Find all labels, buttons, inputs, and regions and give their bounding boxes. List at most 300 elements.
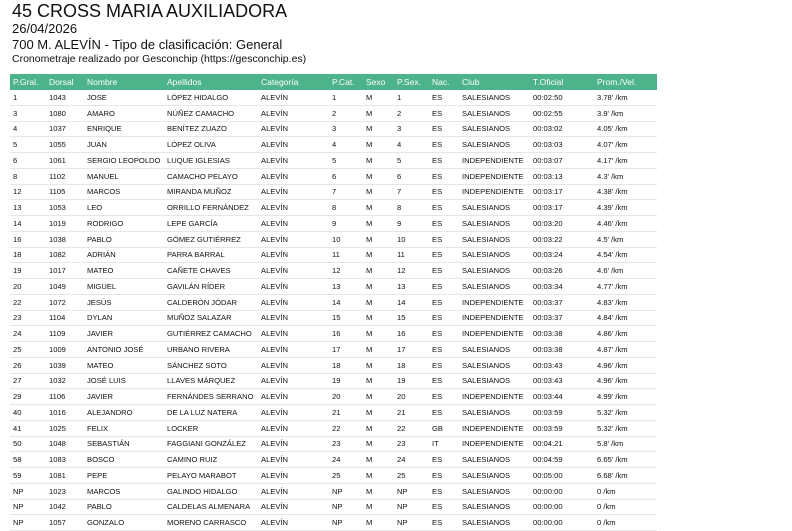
col-surnames-cell: CAÑETE CHAVES: [164, 263, 258, 279]
col-name-cell: ADRIÁN: [84, 247, 164, 263]
col-club-cell: SALESIANOS: [459, 137, 530, 153]
col-pos-general-cell: 20: [10, 279, 46, 295]
col-surnames-cell: CAMINO RUIZ: [164, 452, 258, 468]
col-pace-cell: 4.84' /km: [594, 310, 657, 326]
col-pace-cell: 4.39' /km: [594, 200, 657, 216]
col-pace-cell: 4.38' /km: [594, 184, 657, 200]
col-bib-cell: 1102: [46, 168, 84, 184]
col-pos-sex-cell: 17: [394, 342, 429, 358]
col-name-cell: MIGUEL: [84, 279, 164, 295]
col-nationality-cell: IT: [429, 436, 459, 452]
col-surnames-cell: GUTIÉRREZ CAMACHO: [164, 326, 258, 342]
col-nationality-cell: ES: [429, 231, 459, 247]
col-sex-cell: M: [363, 153, 394, 169]
col-pos-sex-cell: 7: [394, 184, 429, 200]
col-surnames-cell: GALINDO HIDALGO: [164, 483, 258, 499]
col-pos-general-cell: 59: [10, 468, 46, 484]
col-official-time-cell: 00:04:59: [530, 452, 594, 468]
col-surnames-cell: MUÑOZ SALAZAR: [164, 310, 258, 326]
col-pace-cell: 3.9' /km: [594, 105, 657, 121]
col-name-cell: BOSCO: [84, 452, 164, 468]
table-row: [10, 483, 657, 499]
col-nationality-cell: ES: [429, 310, 459, 326]
table-row: [10, 373, 657, 389]
col-surnames-cell: DE LA LUZ NATERA: [164, 405, 258, 421]
col-club-cell: SALESIANOS: [459, 231, 530, 247]
col-pace-cell: 4.05' /km: [594, 121, 657, 137]
col-club-cell: SALESIANOS: [459, 452, 530, 468]
col-bib-cell: 1042: [46, 499, 84, 515]
col-category-header: Categoría: [258, 74, 329, 90]
col-pos-sex-cell: 18: [394, 357, 429, 373]
col-official-time-cell: 00:02:55: [530, 105, 594, 121]
col-pos-sex-cell: 21: [394, 405, 429, 421]
col-surnames-cell: CALDELAS ALMENARA: [164, 499, 258, 515]
col-bib-cell: 1055: [46, 137, 84, 153]
col-pos-category-cell: 13: [329, 279, 363, 295]
col-pos-general-cell: 8: [10, 168, 46, 184]
col-pos-sex-cell: NP: [394, 515, 429, 531]
col-pos-general-cell: 6: [10, 153, 46, 169]
col-category-cell: ALEVÍN: [258, 200, 329, 216]
col-official-time-cell: 00:03:22: [530, 231, 594, 247]
table-row: [10, 326, 657, 342]
col-sex-cell: M: [363, 468, 394, 484]
col-name-cell: PABLO: [84, 231, 164, 247]
col-bib-cell: 1023: [46, 483, 84, 499]
col-sex-cell: M: [363, 499, 394, 515]
col-nationality-cell: ES: [429, 499, 459, 515]
col-official-time-cell: 00:03:03: [530, 137, 594, 153]
table-row: [10, 389, 657, 405]
col-name-cell: DYLAN: [84, 310, 164, 326]
col-bib-cell: 1043: [46, 90, 84, 105]
col-pos-sex-cell: 19: [394, 373, 429, 389]
col-pace-cell: 4.46' /km: [594, 216, 657, 232]
col-category-cell: ALEVÍN: [258, 436, 329, 452]
col-pos-category-cell: 2: [329, 105, 363, 121]
col-pos-general-cell: 16: [10, 231, 46, 247]
col-official-time-cell: 00:03:37: [530, 294, 594, 310]
col-official-time-cell: 00:03:38: [530, 326, 594, 342]
col-sex-cell: M: [363, 452, 394, 468]
col-name-cell: ANTONIO JOSÉ: [84, 342, 164, 358]
col-nationality-cell: ES: [429, 515, 459, 531]
col-pos-general-cell: 25: [10, 342, 46, 358]
col-name-cell: MANUEL: [84, 168, 164, 184]
col-pace-cell: 4.87' /km: [594, 342, 657, 358]
col-sex-cell: M: [363, 483, 394, 499]
col-category-cell: ALEVÍN: [258, 420, 329, 436]
col-pace-cell: 4.96' /km: [594, 373, 657, 389]
col-nationality-cell: ES: [429, 294, 459, 310]
col-pos-category-cell: 9: [329, 216, 363, 232]
table-row: [10, 200, 657, 216]
col-club-cell: INDEPENDIENTE: [459, 326, 530, 342]
col-surnames-cell: CAMACHO PELAYO: [164, 168, 258, 184]
col-nationality-cell: ES: [429, 405, 459, 421]
col-pace-cell: 5.8' /km: [594, 436, 657, 452]
col-name-header: Nombre: [84, 74, 164, 90]
col-club-cell: SALESIANOS: [459, 247, 530, 263]
col-club-cell: SALESIANOS: [459, 342, 530, 358]
col-pos-general-cell: 5: [10, 137, 46, 153]
col-category-cell: ALEVÍN: [258, 515, 329, 531]
col-nationality-cell: ES: [429, 247, 459, 263]
col-name-cell: PEPE: [84, 468, 164, 484]
col-bib-cell: 1039: [46, 357, 84, 373]
col-name-cell: JESÚS: [84, 294, 164, 310]
col-official-time-cell: 00:03:24: [530, 247, 594, 263]
col-category-cell: ALEVÍN: [258, 405, 329, 421]
timing-credit: Cronometraje realizado por Gesconchip (https://gesconchip.es): [12, 53, 307, 65]
col-pos-category-cell: 1: [329, 90, 363, 105]
col-club-cell: INDEPENDIENTE: [459, 294, 530, 310]
col-club-cell: SALESIANOS: [459, 200, 530, 216]
col-bib-cell: 1038: [46, 231, 84, 247]
col-pos-category-cell: 18: [329, 357, 363, 373]
col-surnames-cell: FAGGIANI GONZÁLEZ: [164, 436, 258, 452]
col-category-cell: ALEVÍN: [258, 105, 329, 121]
col-bib-cell: 1082: [46, 247, 84, 263]
col-pos-general-cell: 27: [10, 373, 46, 389]
col-pos-sex-cell: 9: [394, 216, 429, 232]
col-nationality-cell: ES: [429, 468, 459, 484]
col-nationality-cell: ES: [429, 483, 459, 499]
col-category-cell: ALEVÍN: [258, 310, 329, 326]
col-nationality-cell: ES: [429, 452, 459, 468]
table-row: [10, 499, 657, 515]
col-pos-sex-cell: 12: [394, 263, 429, 279]
col-sex-cell: M: [363, 294, 394, 310]
col-bib-cell: 1080: [46, 105, 84, 121]
col-category-cell: ALEVÍN: [258, 247, 329, 263]
col-pos-general-cell: 1: [10, 90, 46, 105]
col-pos-sex-cell: 6: [394, 168, 429, 184]
col-category-cell: ALEVÍN: [258, 357, 329, 373]
table-row: [10, 279, 657, 295]
col-pos-sex-cell: 5: [394, 153, 429, 169]
col-pace-cell: 5.32' /km: [594, 420, 657, 436]
col-club-cell: SALESIANOS: [459, 515, 530, 531]
col-pos-general-cell: 58: [10, 452, 46, 468]
col-pace-cell: 4.83' /km: [594, 294, 657, 310]
col-surnames-cell: MORENO CARRASCO: [164, 515, 258, 531]
col-club-cell: SALESIANOS: [459, 263, 530, 279]
col-pos-sex-cell: 3: [394, 121, 429, 137]
col-pos-general-cell: 50: [10, 436, 46, 452]
col-sex-cell: M: [363, 342, 394, 358]
col-sex-cell: M: [363, 121, 394, 137]
col-pace-header: Prom./Vel.: [594, 74, 657, 90]
col-pos-general-cell: 19: [10, 263, 46, 279]
col-club-cell: SALESIANOS: [459, 357, 530, 373]
col-category-cell: ALEVÍN: [258, 263, 329, 279]
col-name-cell: RODRIGO: [84, 216, 164, 232]
col-nationality-cell: ES: [429, 373, 459, 389]
col-bib-cell: 1016: [46, 405, 84, 421]
table-row: [10, 121, 657, 137]
col-sex-cell: M: [363, 373, 394, 389]
table-row: [10, 231, 657, 247]
col-official-time-cell: 00:03:34: [530, 279, 594, 295]
col-nationality-cell: ES: [429, 342, 459, 358]
col-category-cell: ALEVÍN: [258, 168, 329, 184]
col-pos-sex-cell: 23: [394, 436, 429, 452]
col-pos-general-cell: NP: [10, 515, 46, 531]
col-official-time-cell: 00:03:44: [530, 389, 594, 405]
col-sex-cell: M: [363, 326, 394, 342]
col-category-cell: ALEVÍN: [258, 468, 329, 484]
col-pos-category-cell: 8: [329, 200, 363, 216]
col-official-time-cell: 00:03:13: [530, 168, 594, 184]
col-nationality-cell: ES: [429, 263, 459, 279]
col-bib-cell: 1025: [46, 420, 84, 436]
table-row: [10, 405, 657, 421]
table-header-row: [10, 74, 657, 90]
col-pace-cell: 4.99' /km: [594, 389, 657, 405]
col-bib-cell: 1081: [46, 468, 84, 484]
col-bib-cell: 1049: [46, 279, 84, 295]
col-official-time-cell: 00:03:59: [530, 405, 594, 421]
col-nationality-cell: ES: [429, 184, 459, 200]
col-bib-cell: 1105: [46, 184, 84, 200]
table-row: [10, 216, 657, 232]
col-pos-category-cell: 4: [329, 137, 363, 153]
col-pos-category-cell: 3: [329, 121, 363, 137]
col-pace-cell: 3.78' /km: [594, 90, 657, 105]
col-official-time-cell: 00:03:17: [530, 200, 594, 216]
col-sex-cell: M: [363, 168, 394, 184]
col-pos-sex-cell: 8: [394, 200, 429, 216]
col-pos-category-header: P.Cat.: [329, 74, 363, 90]
col-surnames-cell: LUQUE IGLESIAS: [164, 153, 258, 169]
col-surnames-cell: GAVILÁN RÍDER: [164, 279, 258, 295]
col-pos-category-cell: NP: [329, 483, 363, 499]
col-pace-cell: 4.07' /km: [594, 137, 657, 153]
col-pos-general-cell: 26: [10, 357, 46, 373]
col-pos-sex-cell: 1: [394, 90, 429, 105]
col-nationality-cell: ES: [429, 326, 459, 342]
col-sex-cell: M: [363, 231, 394, 247]
col-pace-cell: 0 /km: [594, 483, 657, 499]
col-club-cell: SALESIANOS: [459, 121, 530, 137]
table-row: [10, 263, 657, 279]
col-nationality-cell: ES: [429, 137, 459, 153]
col-nationality-cell: ES: [429, 168, 459, 184]
col-pos-general-cell: 18: [10, 247, 46, 263]
col-category-cell: ALEVÍN: [258, 153, 329, 169]
col-sex-cell: M: [363, 515, 394, 531]
col-bib-cell: 1032: [46, 373, 84, 389]
col-bib-cell: 1048: [46, 436, 84, 452]
col-official-time-cell: 00:03:43: [530, 373, 594, 389]
col-sex-header: Sexo: [363, 74, 394, 90]
col-club-cell: INDEPENDIENTE: [459, 420, 530, 436]
col-sex-cell: M: [363, 200, 394, 216]
col-pos-general-cell: 13: [10, 200, 46, 216]
col-pos-general-cell: 40: [10, 405, 46, 421]
col-pace-cell: 0 /km: [594, 515, 657, 531]
col-category-cell: ALEVÍN: [258, 483, 329, 499]
col-sex-cell: M: [363, 436, 394, 452]
col-pace-cell: 4.54' /km: [594, 247, 657, 263]
col-pos-category-cell: 12: [329, 263, 363, 279]
col-pace-cell: 5.32' /km: [594, 405, 657, 421]
col-pace-cell: 4.3' /km: [594, 168, 657, 184]
col-pos-sex-cell: 10: [394, 231, 429, 247]
col-pos-general-cell: 22: [10, 294, 46, 310]
col-pos-category-cell: 6: [329, 168, 363, 184]
col-name-cell: AMARO: [84, 105, 164, 121]
col-pace-cell: 4.77' /km: [594, 279, 657, 295]
col-nationality-cell: ES: [429, 153, 459, 169]
col-pos-category-cell: 10: [329, 231, 363, 247]
col-category-cell: ALEVÍN: [258, 294, 329, 310]
col-surnames-cell: BENÍTEZ ZUAZO: [164, 121, 258, 137]
col-pos-general-cell: 12: [10, 184, 46, 200]
col-surnames-cell: LÓPEZ OLIVA: [164, 137, 258, 153]
col-club-cell: INDEPENDIENTE: [459, 310, 530, 326]
table-row: [10, 452, 657, 468]
col-bib-cell: 1057: [46, 515, 84, 531]
col-surnames-header: Apellidos: [164, 74, 258, 90]
col-pos-general-cell: 14: [10, 216, 46, 232]
results-table: [10, 74, 657, 531]
col-pos-category-cell: 19: [329, 373, 363, 389]
col-name-cell: JOSE: [84, 90, 164, 105]
col-surnames-cell: LOCKER: [164, 420, 258, 436]
col-club-header: Club: [459, 74, 530, 90]
col-sex-cell: M: [363, 184, 394, 200]
col-sex-cell: M: [363, 105, 394, 121]
col-surnames-cell: URBANO RIVERA: [164, 342, 258, 358]
col-club-cell: INDEPENDIENTE: [459, 389, 530, 405]
col-category-cell: ALEVÍN: [258, 137, 329, 153]
col-sex-cell: M: [363, 90, 394, 105]
col-official-time-cell: 00:03:20: [530, 216, 594, 232]
col-official-time-cell: 00:03:43: [530, 357, 594, 373]
table-row: [10, 168, 657, 184]
col-official-time-cell: 00:03:38: [530, 342, 594, 358]
col-pos-category-cell: 15: [329, 310, 363, 326]
col-category-cell: ALEVÍN: [258, 499, 329, 515]
col-club-cell: SALESIANOS: [459, 499, 530, 515]
col-sex-cell: M: [363, 247, 394, 263]
col-category-cell: ALEVÍN: [258, 326, 329, 342]
col-sex-cell: M: [363, 405, 394, 421]
col-name-cell: SERGIO LEOPOLDO: [84, 153, 164, 169]
col-surnames-cell: GÓMEZ GUTIÉRREZ: [164, 231, 258, 247]
col-pos-category-cell: 5: [329, 153, 363, 169]
table-row: [10, 184, 657, 200]
col-pos-sex-cell: 20: [394, 389, 429, 405]
col-bib-cell: 1109: [46, 326, 84, 342]
col-club-cell: INDEPENDIENTE: [459, 168, 530, 184]
col-club-cell: SALESIANOS: [459, 216, 530, 232]
col-name-cell: JUAN: [84, 137, 164, 153]
col-official-time-cell: 00:04:21: [530, 436, 594, 452]
col-club-cell: INDEPENDIENTE: [459, 436, 530, 452]
table-row: [10, 357, 657, 373]
col-official-time-cell: 00:03:26: [530, 263, 594, 279]
col-sex-cell: M: [363, 357, 394, 373]
page-title: 45 CROSS MARIA AUXILIADORA: [12, 1, 288, 21]
col-sex-cell: M: [363, 420, 394, 436]
col-pos-sex-cell: 24: [394, 452, 429, 468]
col-official-time-cell: 00:03:07: [530, 153, 594, 169]
col-name-cell: MARCOS: [84, 184, 164, 200]
col-pos-category-cell: 21: [329, 405, 363, 421]
col-pace-cell: 4.96' /km: [594, 357, 657, 373]
col-pos-general-cell: 41: [10, 420, 46, 436]
category-heading: 700 M. ALEVÍN - Tipo de clasificación: General: [12, 37, 283, 52]
col-club-cell: SALESIANOS: [459, 90, 530, 105]
col-bib-cell: 1053: [46, 200, 84, 216]
col-pos-sex-cell: 14: [394, 294, 429, 310]
col-nationality-cell: ES: [429, 121, 459, 137]
table-row: [10, 515, 657, 531]
event-date: 26/04/2026: [12, 21, 78, 36]
col-official-time-header: T.Oficial: [530, 74, 594, 90]
col-pos-category-cell: 17: [329, 342, 363, 358]
col-category-cell: ALEVÍN: [258, 452, 329, 468]
col-pos-sex-cell: 4: [394, 137, 429, 153]
col-club-cell: SALESIANOS: [459, 405, 530, 421]
col-sex-cell: M: [363, 310, 394, 326]
col-pace-cell: 4.6' /km: [594, 263, 657, 279]
col-category-cell: ALEVÍN: [258, 121, 329, 137]
col-pos-general-cell: 24: [10, 326, 46, 342]
col-surnames-cell: PARRA BARRAL: [164, 247, 258, 263]
col-pos-category-cell: 7: [329, 184, 363, 200]
col-pace-cell: 4.17' /km: [594, 153, 657, 169]
col-category-cell: ALEVÍN: [258, 184, 329, 200]
col-name-cell: SEBASTIÁN: [84, 436, 164, 452]
col-bib-cell: 1106: [46, 389, 84, 405]
col-name-cell: JAVIER: [84, 389, 164, 405]
col-pos-general-cell: 23: [10, 310, 46, 326]
table-row: [10, 468, 657, 484]
col-pos-sex-cell: NP: [394, 499, 429, 515]
col-club-cell: INDEPENDIENTE: [459, 184, 530, 200]
col-surnames-cell: FERNÁNDES SERRANO: [164, 389, 258, 405]
col-category-cell: ALEVÍN: [258, 373, 329, 389]
col-pos-category-cell: 23: [329, 436, 363, 452]
col-surnames-cell: CALDERÓN JÓDAR: [164, 294, 258, 310]
col-sex-cell: M: [363, 263, 394, 279]
col-nationality-cell: ES: [429, 357, 459, 373]
col-pos-category-cell: NP: [329, 499, 363, 515]
col-name-cell: FELIX: [84, 420, 164, 436]
col-pos-sex-cell: 22: [394, 420, 429, 436]
col-name-cell: JAVIER: [84, 326, 164, 342]
col-name-cell: ALEJANDRO: [84, 405, 164, 421]
col-pace-cell: 0 /km: [594, 499, 657, 515]
col-official-time-cell: 00:00:00: [530, 499, 594, 515]
col-surnames-cell: SÁNCHEZ SOTO: [164, 357, 258, 373]
col-sex-cell: M: [363, 216, 394, 232]
col-club-cell: SALESIANOS: [459, 483, 530, 499]
col-pos-sex-cell: NP: [394, 483, 429, 499]
col-category-cell: ALEVÍN: [258, 342, 329, 358]
col-surnames-cell: LÓPEZ HIDALGO: [164, 90, 258, 105]
col-pos-category-cell: NP: [329, 515, 363, 531]
col-official-time-cell: 00:03:37: [530, 310, 594, 326]
col-official-time-cell: 00:05:00: [530, 468, 594, 484]
col-surnames-cell: PELAYO MARABOT: [164, 468, 258, 484]
col-official-time-cell: 00:03:59: [530, 420, 594, 436]
